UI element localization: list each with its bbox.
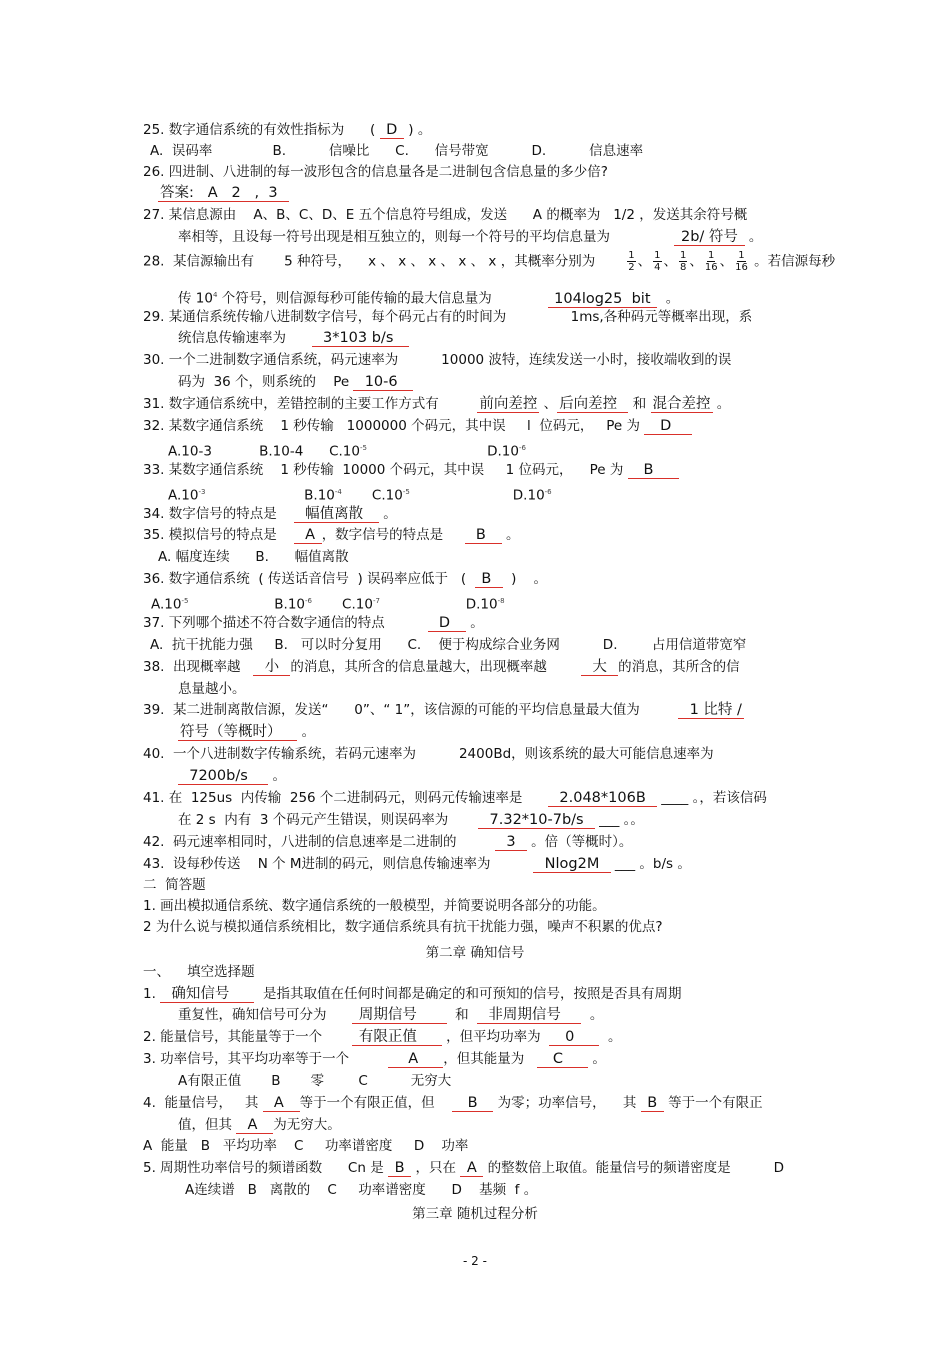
text-run: 5. 周期性功率信号的频谱函数 Cn 是 [143, 1160, 388, 1176]
answer-blank: D [646, 418, 690, 434]
superscript: -3 [198, 488, 206, 496]
text-line [143, 963, 255, 981]
fraction-numerator: 1 [654, 250, 661, 261]
answer-blank: D [381, 122, 402, 138]
text-run: 。 [501, 527, 520, 543]
fraction [653, 250, 661, 273]
text-run: 的整数倍上取值。能量信号的频谱密度是 [483, 1160, 774, 1176]
text-run: 32. 某数字通信系统 1 秒传输 1000000 个码元，其中误 l 位码元， Pe 为 [143, 418, 645, 434]
text-run: 31. 数字通信系统中，差错控制的主要工作方式有 [143, 396, 478, 412]
text-run: 重复性，确知信号可分为 [178, 1007, 353, 1023]
text-run: 和 [446, 1007, 478, 1023]
fraction-numerator: 1 [680, 250, 687, 261]
text-run: 。 [378, 506, 397, 522]
text-run: 率相等，且设每一符号出现是相互独立的，则每一个符号的平均信息量为 [178, 229, 675, 245]
text-line [143, 417, 692, 435]
answer-blank: 2.048*106B [550, 790, 655, 806]
text-run: 43. 设每秒传送 N 个 M进制的码元，则信息传输速率为 [143, 856, 534, 872]
text-run: A.10-3 B.10-4 C.10 [168, 443, 360, 460]
text-run: 是指其取值在任何时间都是确定的和可预知的信号，按照是否具有周期 [254, 986, 682, 1002]
text-line [143, 614, 484, 632]
fraction-denominator: 4 [654, 262, 661, 273]
text-run: 息量越小。 [178, 681, 246, 697]
text-run: A 能量 B 平均功率 C 功率谱密度 D 功率 [143, 1138, 469, 1154]
text-run: 。 [657, 290, 680, 307]
answer-blank: 小 [255, 659, 289, 675]
answer-blank: 周期信号 [354, 1007, 445, 1023]
text-run: 统信息传输速率为 [178, 330, 312, 346]
answer-blank: B [629, 462, 677, 478]
text-run: 25. 数字通信系统的有效性指标为 ( [143, 122, 380, 138]
fraction [705, 250, 718, 273]
text-run: ____ 。，若该信码 [657, 790, 767, 806]
text-run: 33. 某数字通信系统 1 秒传输 10000 个码元，其中误 1 位码元， Pe 为 [143, 462, 628, 478]
answer-blank: B [466, 527, 500, 543]
text-run: 、 [663, 253, 677, 270]
text-run: ___ 。。 [594, 812, 644, 828]
answer-blank: 大 [583, 659, 617, 675]
text-run: ) 。 [403, 122, 432, 138]
text-run: D.10 [366, 443, 519, 460]
text-line [143, 351, 731, 369]
answer-blank: 10-6 [355, 374, 412, 390]
text-run: A. 误码率 B. 信噪比 C. 信号带宽 D. 信息速率 [150, 143, 644, 159]
text-run: D.10 [379, 596, 498, 613]
answer-blank: A [295, 527, 320, 543]
text-run: 29. 某通信系统传输八进制数字信号，每个码元占有的时间为 1ms,各种码元等概率出现，系 [143, 309, 753, 325]
text-line [143, 121, 431, 139]
answer-blank: D [429, 615, 464, 631]
text-line [178, 1072, 451, 1090]
text-run: 1. 画出模拟通信系统、数字通信系统的一般模型，并简要说明各部分的功能。 [143, 898, 606, 914]
text-run: 。若信源每秒 [749, 253, 836, 270]
superscript: -4 [334, 488, 342, 496]
answer-blank: B [453, 1095, 492, 1111]
answer-blank: A [389, 1051, 442, 1067]
text-run: 2 为什么说与模拟通信系统相比，数字通信系统具有抗干扰能力强，噪声不积累的优点? [143, 919, 663, 935]
text-run: 二 简答题 [143, 877, 206, 893]
text-run: A. 幅度连续 B. 幅值离散 [158, 549, 349, 565]
answer-blank: B [389, 1160, 410, 1176]
answer-blank: 答案: A 2 , 3 [160, 185, 287, 201]
text-run: 、 [539, 396, 558, 412]
text-run: 个符号，则信源每秒可能传输的最大信息量为 [217, 290, 548, 307]
text-run: 等于一个有限正值，但 [299, 1095, 452, 1111]
text-line [143, 395, 730, 413]
text-line [143, 308, 752, 326]
text-line [143, 985, 682, 1003]
answer-blank: 2b/ 符号 [676, 229, 743, 245]
superscript: 4 [212, 291, 218, 299]
text-line [143, 701, 744, 719]
page-number: - 2 - [463, 1254, 487, 1268]
text-line [178, 228, 762, 246]
text-run: 3. 功率信号，其平均功率等于一个 [143, 1051, 388, 1067]
answer-blank: 确知信号 [162, 986, 253, 1002]
superscript: -6 [518, 444, 526, 452]
text-run: 的消息，其所含的信息量越大，出现概率越 [290, 659, 582, 675]
text-run: D.10 [409, 487, 545, 504]
text-line [143, 855, 691, 873]
text-run: 35. 模拟信号的特点是 [143, 527, 294, 543]
text-run: 39. 某二进制离散信源，发送“ 0”、“ 1”，该信源的可能的平均信息量最大值为 [143, 702, 679, 718]
text-line [143, 789, 767, 807]
chapter-heading: 第三章 随机过程分析 [412, 1206, 538, 1222]
text-run: 4. 能量信号， 其 [143, 1095, 263, 1111]
text-line [143, 461, 679, 479]
text-line [178, 811, 644, 829]
text-run: ，但其能量为 [443, 1051, 538, 1067]
text-line [158, 548, 349, 566]
text-run: D [773, 1160, 785, 1176]
text-line [178, 286, 679, 308]
text-run: A有限正值 B 零 C 无穷大 [178, 1073, 452, 1089]
fraction-denominator: 16 [735, 262, 748, 273]
fraction [627, 250, 635, 273]
text-run: 码为 36 个，则系统的 Pe [178, 374, 354, 390]
text-run: C.10 [312, 596, 373, 613]
text-line [178, 1006, 603, 1024]
text-line [158, 184, 289, 202]
text-run: 、 [637, 253, 652, 270]
text-run: 。倍（等概时）。 [526, 834, 633, 850]
text-run: 34. 数字信号的特点是 [143, 506, 294, 522]
answer-blank: 1 比特 / [680, 702, 742, 718]
text-line [143, 876, 206, 894]
answer-blank: B [476, 571, 501, 587]
fraction [679, 250, 687, 273]
answer-blank: 有限正值 [354, 1029, 440, 1045]
text-run: 28. 某信源输出有 5 种符号， x 、 x 、 x 、 x 、 x ，其概率分别为 [143, 253, 626, 270]
text-run: 30. 一个二进制数字通信系统，码元速率为 10000 波特，连续发送一小时，接收端收到的误 [143, 352, 732, 368]
text-run: 2. 能量信号，其能量等于一个 [143, 1029, 353, 1045]
text-line [143, 918, 663, 936]
answer-blank: 3 [497, 834, 525, 850]
answer-blank: 混合差控 [652, 396, 711, 412]
text-line [143, 745, 714, 763]
fraction [735, 250, 748, 273]
answer-blank: A [264, 1095, 298, 1111]
superscript: -8 [497, 597, 505, 605]
text-line [168, 483, 552, 505]
text-line [143, 526, 519, 544]
answer-blank: 7200b/s [180, 768, 267, 784]
superscript: -5 [402, 488, 410, 496]
text-run: B.10 [188, 596, 306, 613]
answer-blank: 幅值离散 [295, 506, 377, 522]
fraction-numerator: 1 [708, 250, 715, 261]
text-line [143, 1028, 621, 1046]
text-run: 、 [719, 253, 734, 270]
text-run: 一、 填空选择题 [143, 964, 255, 980]
answer-blank: 非周期信号 [479, 1007, 580, 1023]
text-run: 40. 一个八进制数字传输系统，若码元速率为 2400Bd，则该系统的最大可能信息速率为 [143, 746, 714, 762]
text-run: 42. 码元速率相同时，八进制的信息速率是二进制的 [143, 834, 496, 850]
superscript: -7 [372, 597, 380, 605]
fraction-denominator: 16 [704, 262, 718, 273]
answer-blank: A [462, 1160, 482, 1176]
text-line [178, 1116, 341, 1134]
text-run: 。 [297, 724, 316, 740]
text-run: 、 [689, 253, 703, 270]
text-run: A.10 [168, 487, 199, 504]
text-line [178, 329, 409, 347]
superscript: -6 [305, 597, 312, 605]
text-line [143, 1094, 763, 1112]
answer-blank: A [238, 1117, 272, 1133]
fraction-numerator: 1 [738, 250, 745, 261]
answer-blank: 7.32*10-7b/s [480, 812, 593, 828]
text-line [178, 723, 315, 741]
text-run: C.10 [341, 487, 403, 504]
answer-blank: Nlog2M [535, 856, 609, 872]
superscript: -5 [359, 444, 367, 452]
text-line [143, 505, 397, 523]
text-line [178, 767, 286, 785]
answer-blank: 符号（等概时） [180, 724, 296, 740]
text-run: 。 [581, 1007, 604, 1023]
text-run: ，但平均功率为 [441, 1029, 550, 1045]
text-line [150, 142, 643, 160]
text-run: ) 。 [502, 571, 548, 587]
text-line [178, 373, 413, 391]
text-run: 37. 下列哪个描述不符合数字通信的特点 [143, 615, 428, 631]
text-line [150, 636, 746, 654]
text-run: ，数字信号的特点是 [321, 527, 465, 543]
text-run: 。 [744, 229, 763, 245]
text-line [143, 206, 747, 224]
answer-blank: 104log25 bit [549, 290, 656, 307]
text-line [143, 250, 835, 273]
text-line [185, 1181, 537, 1199]
answer-blank: 0 [551, 1029, 598, 1045]
text-run: 。 [712, 396, 731, 412]
text-line [143, 1159, 784, 1177]
text-line [178, 680, 246, 698]
fraction-denominator: 8 [680, 262, 687, 273]
text-run: B.10 [205, 487, 335, 504]
text-run: 和 [628, 396, 651, 412]
answer-blank: C [539, 1051, 587, 1067]
text-run: A. 抗干扰能力强 B. 可以时分复用 C. 便于构成综合业务网 D. 占用信道带宽窄 [150, 637, 747, 653]
chapter-heading: 第二章 确知信号 [425, 945, 525, 961]
text-line [143, 897, 606, 915]
text-line [143, 1137, 468, 1155]
text-line [143, 658, 740, 676]
text-run: 。 [599, 1029, 622, 1045]
answer-blank: B [642, 1095, 662, 1111]
superscript: -5 [181, 597, 189, 605]
text-run: 传 10 [178, 290, 213, 307]
superscript: -6 [544, 488, 552, 496]
text-line [143, 1050, 606, 1068]
text-run: 41. 在 125us 内传输 256 个二进制码元，则码元传输速率是 [143, 790, 549, 806]
text-run: 在 2 s 内有 3 个码元产生错误，则误码率为 [178, 812, 479, 828]
text-run: 26. 四进制、八进制的每一波形包含的信息量各是二进制包含信息量的多少倍? [143, 164, 608, 180]
answer-blank: 前向差控 [479, 396, 538, 412]
text-line [143, 163, 608, 181]
text-run: ___ 。b/s 。 [610, 856, 691, 872]
text-run: 27. 某信息源由 A、B、C、D、E 五个信息符号组成，发送 A 的概率为 1/2 ，发送其余符号概 [143, 207, 748, 223]
text-run: 的消息，其所含的信 [618, 659, 740, 675]
text-run: 。 [465, 615, 484, 631]
text-run: A连续谱 B 离散的 C 功率谱密度 D 基频 f 。 [185, 1182, 538, 1198]
text-run: 等于一个有限正 [663, 1095, 763, 1111]
text-run: A.10 [151, 596, 182, 613]
text-line [168, 439, 526, 461]
answer-blank: 后向差控 [559, 396, 627, 412]
text-run: 为零；功率信号， 其 [493, 1095, 641, 1111]
fraction-numerator: 1 [628, 250, 635, 261]
text-line [143, 570, 547, 588]
text-run: 。 [268, 768, 286, 784]
text-run: 。 [588, 1051, 606, 1067]
fraction-denominator: 2 [628, 262, 635, 273]
text-line [151, 592, 505, 614]
text-run: 36. 数字通信系统 ( 传送话音信号 ) 误码率应低于 ( [143, 571, 475, 587]
text-run: 38. 出现概率越 [143, 659, 254, 675]
text-run: 为无穷大。 [273, 1117, 341, 1133]
answer-blank: 3*103 b/s [313, 330, 408, 346]
text-line [143, 833, 632, 851]
text-run: 1. [143, 986, 161, 1002]
text-run: ，只在 [411, 1160, 461, 1176]
text-run: 值，但其 [178, 1117, 237, 1133]
